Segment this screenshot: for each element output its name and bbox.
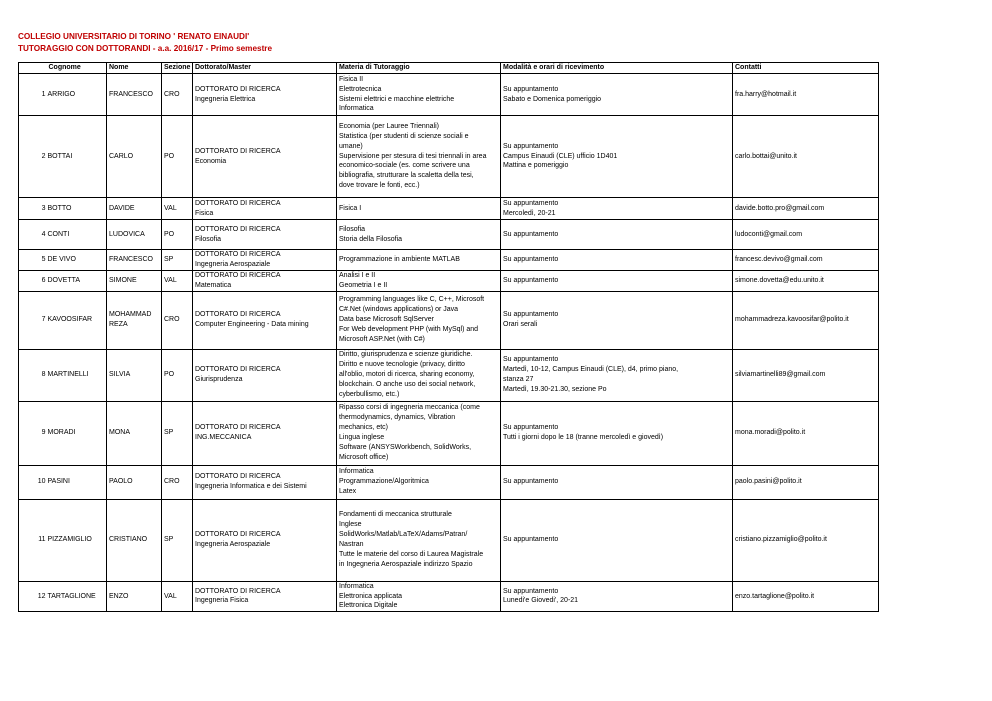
modalita [503,423,730,443]
materia-line: Supervisione per stesura di tesi triennali in area [339,152,487,160]
materia-line: Inglese [339,521,362,529]
cell-contatti: francesc.devivo@gmail.com [733,250,879,271]
cell-sezione: PO [162,116,193,198]
modalita-line: Su appuntamento [503,311,559,319]
cell-sezione: VAL [162,198,193,220]
materia-line: bibliografia, strutturare la scaletta della tesi, [339,172,474,180]
dottorato-line: Ingegneria Aerospaziale [195,541,271,549]
document-title: COLLEGIO UNIVERSITARIO DI TORINO ' RENATO EINAUDI' [18,32,250,41]
table-row [19,198,879,220]
cell-dottorato [193,349,337,401]
nome [109,152,159,162]
materia-line: Latex [339,488,357,496]
nome-line: MONA [109,429,130,437]
materia-line: Statistica (per studenti di scienze sociali e [339,132,469,140]
materia-line: Software (ANSYSWorkbench, SolidWorks, [339,444,472,452]
nome [109,477,159,487]
modalita-line: Lunedi'e Giovedi', 20-21 [503,597,579,605]
dottorato-line: DOTTORATO DI RICERCA [195,199,281,207]
dottorato [195,587,334,607]
cell-materia [337,349,501,401]
row-number: 9 [19,401,47,465]
cell-nome [107,291,162,349]
cell-materia [337,499,501,581]
table-row [19,270,879,291]
dottorato [195,85,334,105]
cell-sezione: SP [162,250,193,271]
header-num [19,63,47,74]
materia [339,204,498,214]
modalita-line: Su appuntamento [503,199,559,207]
cell-modalita [501,581,733,612]
cell-nome [107,465,162,499]
cell-nome [107,116,162,198]
nome [109,204,159,214]
modalita [503,535,730,545]
row-number: 11 [19,499,47,581]
materia-line: Elettronica applicata [339,592,403,600]
materia [339,75,498,115]
materia-line: Fisica I [339,204,362,212]
dottorato-line: DOTTORATO DI RICERCA [195,225,281,233]
materia-line: in Ingegneria Aerospaziale indirizzo Spazio [339,560,473,568]
materia-line: dove trovare le fonti, ecc.) [339,182,420,190]
dottorato-line: DOTTORATO DI RICERCA [195,473,281,481]
cell-dottorato [193,465,337,499]
nome [109,90,159,100]
dottorato-line: DOTTORATO DI RICERCA [195,251,281,258]
cell-nome [107,220,162,250]
cell-contatti: paolo.pasini@polito.it [733,465,879,499]
modalita-line: Mattina e pomeriggio [503,162,569,170]
header-sezione: Sezione [162,63,193,74]
row-number: 8 [19,349,47,401]
materia-line: umane) [339,142,363,150]
cell-materia [337,401,501,465]
nome-line: FRANCESCO [109,255,153,263]
dottorato-line: Ingegneria Aerospaziale [195,260,271,268]
materia-line: Sistemi elettrici e macchine elettriche [339,95,455,103]
materia-line: all'oblio, motori di ricerca, sharing economy, [339,371,475,379]
cell-modalita [501,401,733,465]
row-number: 5 [19,250,47,271]
materia-line: Economia (per Lauree Triennali) [339,122,439,130]
cell-contatti: carlo.bottai@unito.it [733,116,879,198]
cell-dottorato [193,401,337,465]
materia-line: Informatica [339,582,374,590]
table-row [19,581,879,612]
modalita [503,85,730,105]
modalita-line: Sabato e Domenica pomeriggio [503,95,602,103]
row-number: 10 [19,465,47,499]
nome [109,592,159,602]
materia-line: Microsoft ASP.Net (with C#) [339,335,425,343]
dottorato [195,225,334,245]
modalita [503,310,730,330]
cell-materia [337,198,501,220]
materia-line: Diritto e nuove tecnologie (privacy, diritto [339,361,465,369]
cell-sezione: CRO [162,465,193,499]
materia [339,271,498,291]
nome [109,230,159,240]
cell-contatti: mona.moradi@polito.it [733,401,879,465]
header-dottorato: Dottorato/Master [193,63,337,74]
cell-cognome: DE VIVO [47,250,107,271]
materia [339,122,498,191]
cell-nome [107,349,162,401]
cell-modalita [501,250,733,271]
nome-line: DAVIDE [109,204,135,212]
cell-dottorato [193,250,337,271]
cell-modalita [501,499,733,581]
cell-dottorato [193,581,337,612]
dottorato-line: Ingegneria Fisica [195,597,249,605]
modalita-line: Martedì, 19.30-21.30, sezione Po [503,386,607,394]
nome-line: SILVIA [109,371,131,379]
modalita [503,477,730,487]
materia-line: Programmazione/Algoritmica [339,478,429,486]
nome-line: SIMONE [109,276,137,284]
materia-line: C#.Net (windows applications) or Java [339,306,459,314]
cell-contatti: ludoconti@gmail.com [733,220,879,250]
cell-materia [337,250,501,271]
dottorato [195,147,334,167]
dottorato [195,365,334,385]
materia [339,467,498,497]
cell-nome [107,198,162,220]
table-row [19,250,879,271]
nome [109,310,159,330]
dottorato [195,530,334,550]
cell-dottorato [193,198,337,220]
materia-line: Informatica [339,105,374,113]
materia-line: Elettronica Digitale [339,602,398,610]
nome [109,535,159,545]
row-number: 12 [19,581,47,612]
cell-modalita [501,349,733,401]
cell-cognome: BOTTAI [47,116,107,198]
modalita-line: Su appuntamento [503,536,559,544]
materia-line: Analisi I e II [339,271,376,279]
header-contatti: Contatti [733,63,879,74]
dottorato [195,423,334,443]
materia-line: thermodynamics, dynamics, Vibration [339,414,456,422]
cell-modalita [501,220,733,250]
modalita-line: Su appuntamento [503,230,559,238]
cell-materia [337,291,501,349]
cell-sezione: PO [162,349,193,401]
cell-nome [107,74,162,116]
dottorato-line: DOTTORATO DI RICERCA [195,587,281,595]
materia-line: Filosofia [339,225,366,233]
cell-cognome: MORADI [47,401,107,465]
modalita-line: stanza 27 [503,376,534,384]
table-row [19,220,879,250]
cell-sezione: SP [162,401,193,465]
materia-line: Data base Microsoft SqlServer [339,316,434,324]
materia [339,255,498,265]
modalita-line: Su appuntamento [503,356,559,364]
table-row [19,401,879,465]
nome-line: REZA [109,321,128,329]
modalita [503,355,730,395]
cell-nome [107,401,162,465]
materia-line: Microsoft office) [339,453,389,461]
cell-materia [337,116,501,198]
row-number: 7 [19,291,47,349]
dottorato-line: DOTTORATO DI RICERCA [195,366,281,374]
materia [339,510,498,569]
cell-cognome: KAVOOSIFAR [47,291,107,349]
dottorato-line: Ingegneria Elettrica [195,95,256,103]
modalita-line: Su appuntamento [503,276,559,284]
cell-dottorato [193,499,337,581]
modalita-line: Su appuntamento [503,424,559,432]
dottorato-line: DOTTORATO DI RICERCA [195,424,281,432]
cell-dottorato [193,220,337,250]
modalita [503,255,730,265]
dottorato-line: Fisica [195,209,214,217]
materia-line: Ripasso corsi di ingegneria meccanica (come [339,404,480,412]
modalita [503,587,730,607]
cell-cognome: ARRIGO [47,74,107,116]
cell-cognome: CONTI [47,220,107,250]
materia-line: SolidWorks/Matlab/LaTeX/Adams/Patran/ [339,531,468,539]
cell-contatti: simone.dovetta@edu.unito.it [733,270,879,291]
modalita [503,276,730,286]
cell-cognome: MARTINELLI [47,349,107,401]
materia-line: Programming languages like C, C++, Microsoft [339,296,485,304]
modalita-line: Orari serali [503,321,538,329]
nome-line: CARLO [109,152,134,160]
cell-cognome: DOVETTA [47,270,107,291]
materia [339,350,498,400]
table-row [19,116,879,198]
materia-line: Fisica II [339,75,364,83]
header-nome: Nome [107,63,162,74]
table-row [19,349,879,401]
dottorato-line: Matematica [195,281,232,289]
nome [109,276,159,286]
table-row [19,499,879,581]
row-number: 1 [19,74,47,116]
materia-line: mechanics, etc) [339,424,389,432]
tutor-table [18,62,879,612]
modalita-line: Su appuntamento [503,587,559,595]
cell-nome [107,250,162,271]
cell-sezione: CRO [162,291,193,349]
materia-line: For Web development PHP (with MySql) and [339,326,479,334]
materia [339,225,498,245]
dottorato-line: Filosofia [195,235,222,243]
dottorato [195,199,334,219]
cell-contatti: silviamartinelli89@gmail.com [733,349,879,401]
modalita-line: Tutti i giorni dopo le 18 (tranne mercoledì e giovedì) [503,434,664,442]
nome [109,255,159,265]
nome-line: CRISTIANO [109,536,148,544]
nome-line: FRANCESCO [109,90,153,98]
row-number: 3 [19,198,47,220]
nome-line: LUDOVICA [109,230,145,238]
cell-modalita [501,116,733,198]
dottorato-line: DOTTORATO DI RICERCA [195,85,281,93]
cell-dottorato [193,270,337,291]
materia [339,403,498,462]
dottorato-line: Giurisprudenza [195,376,243,384]
materia-line: Programmazione in ambiente MATLAB [339,255,460,263]
table-row [19,291,879,349]
dottorato-line: DOTTORATO DI RICERCA [195,531,281,539]
materia-line: Nastran [339,541,364,549]
cell-dottorato [193,116,337,198]
cell-cognome: PIZZAMIGLIO [47,499,107,581]
nome-line: ENZO [109,592,129,600]
dottorato-line: Economia [195,157,227,165]
nome-line: PAOLO [109,478,133,486]
cell-materia [337,220,501,250]
materia-line: Geometria I e II [339,281,388,289]
cell-sezione: VAL [162,270,193,291]
cell-sezione: VAL [162,581,193,612]
table-row [19,465,879,499]
dottorato-line: DOTTORATO DI RICERCA [195,147,281,155]
materia-line: Lingua inglese [339,434,385,442]
header-modalita: Modalità e orari di ricevimento [501,63,733,74]
cell-cognome: TARTAGLIONE [47,581,107,612]
modalita-line: Su appuntamento [503,255,559,263]
cell-sezione: PO [162,220,193,250]
materia-line: Elettrotecnica [339,85,382,93]
materia-line: Tutte le materie del corso di Laurea Magistrale [339,551,484,559]
modalita-line: Martedì, 10-12, Campus Einaudi (CLE), d4, primo piano, [503,366,679,374]
dottorato-line: DOTTORATO DI RICERCA [195,311,281,319]
cell-materia [337,74,501,116]
cell-cognome: PASINI [47,465,107,499]
nome [109,428,159,438]
modalita-line: Su appuntamento [503,142,559,150]
cell-nome [107,581,162,612]
cell-materia [337,581,501,612]
materia-line: Fondamenti di meccanica strutturale [339,511,452,519]
cell-sezione: CRO [162,74,193,116]
cell-modalita [501,74,733,116]
header-row [19,63,879,74]
table-row [19,74,879,116]
dottorato [195,310,334,330]
modalita [503,142,730,172]
dottorato-line: DOTTORATO DI RICERCA [195,271,281,279]
nome [109,370,159,380]
modalita-line: Su appuntamento [503,478,559,486]
modalita-line: Mercoledì, 20-21 [503,209,556,217]
modalita-line: Campus Einaudi (CLE) ufficio 1D401 [503,152,618,160]
cell-contatti: enzo.tartaglione@polito.it [733,581,879,612]
dottorato-line: Computer Engineering - Data mining [195,321,309,329]
materia-line: Diritto, giurisprudenza e scienze giuridiche. [339,351,473,359]
dottorato-line: ING.MECCANICA [195,434,252,442]
cell-modalita [501,198,733,220]
cell-contatti: davide.botto.pro@gmail.com [733,198,879,220]
materia-line: blockchain. O anche uso dei social network, [339,381,476,389]
dottorato [195,472,334,492]
dottorato [195,271,334,291]
row-number: 2 [19,116,47,198]
cell-dottorato [193,291,337,349]
cell-dottorato [193,74,337,116]
cell-sezione: SP [162,499,193,581]
cell-contatti: mohammadreza.kavoosifar@polito.it [733,291,879,349]
materia [339,582,498,612]
cell-materia [337,465,501,499]
dottorato-line: Ingegneria Informatica e dei Sistemi [195,483,307,491]
materia [339,295,498,345]
document-subtitle: TUTORAGGIO CON DOTTORANDI - a.a. 2016/17 - Primo semestre [18,44,273,53]
materia-line: Storia della Filosofia [339,235,403,243]
cell-materia [337,270,501,291]
cell-nome [107,270,162,291]
modalita-line: Su appuntamento [503,85,559,93]
cell-contatti: cristiano.pizzamiglio@polito.it [733,499,879,581]
materia-line: cyberbullismo, etc.) [339,390,400,398]
cell-nome [107,499,162,581]
cell-modalita [501,270,733,291]
header-materia: Materia di Tutoraggio [337,63,501,74]
header-cognome: Cognome [47,63,107,74]
materia-line: economico-sociale (es. come scrivere una [339,162,470,170]
dottorato [195,250,334,270]
cell-contatti: fra.harry@hotmail.it [733,74,879,116]
modalita [503,199,730,219]
row-number: 6 [19,270,47,291]
materia-line: Informatica [339,468,374,476]
cell-cognome: BOTTO [47,198,107,220]
row-number: 4 [19,220,47,250]
nome-line: MOHAMMAD [109,311,152,319]
cell-modalita [501,291,733,349]
cell-modalita [501,465,733,499]
modalita [503,230,730,240]
